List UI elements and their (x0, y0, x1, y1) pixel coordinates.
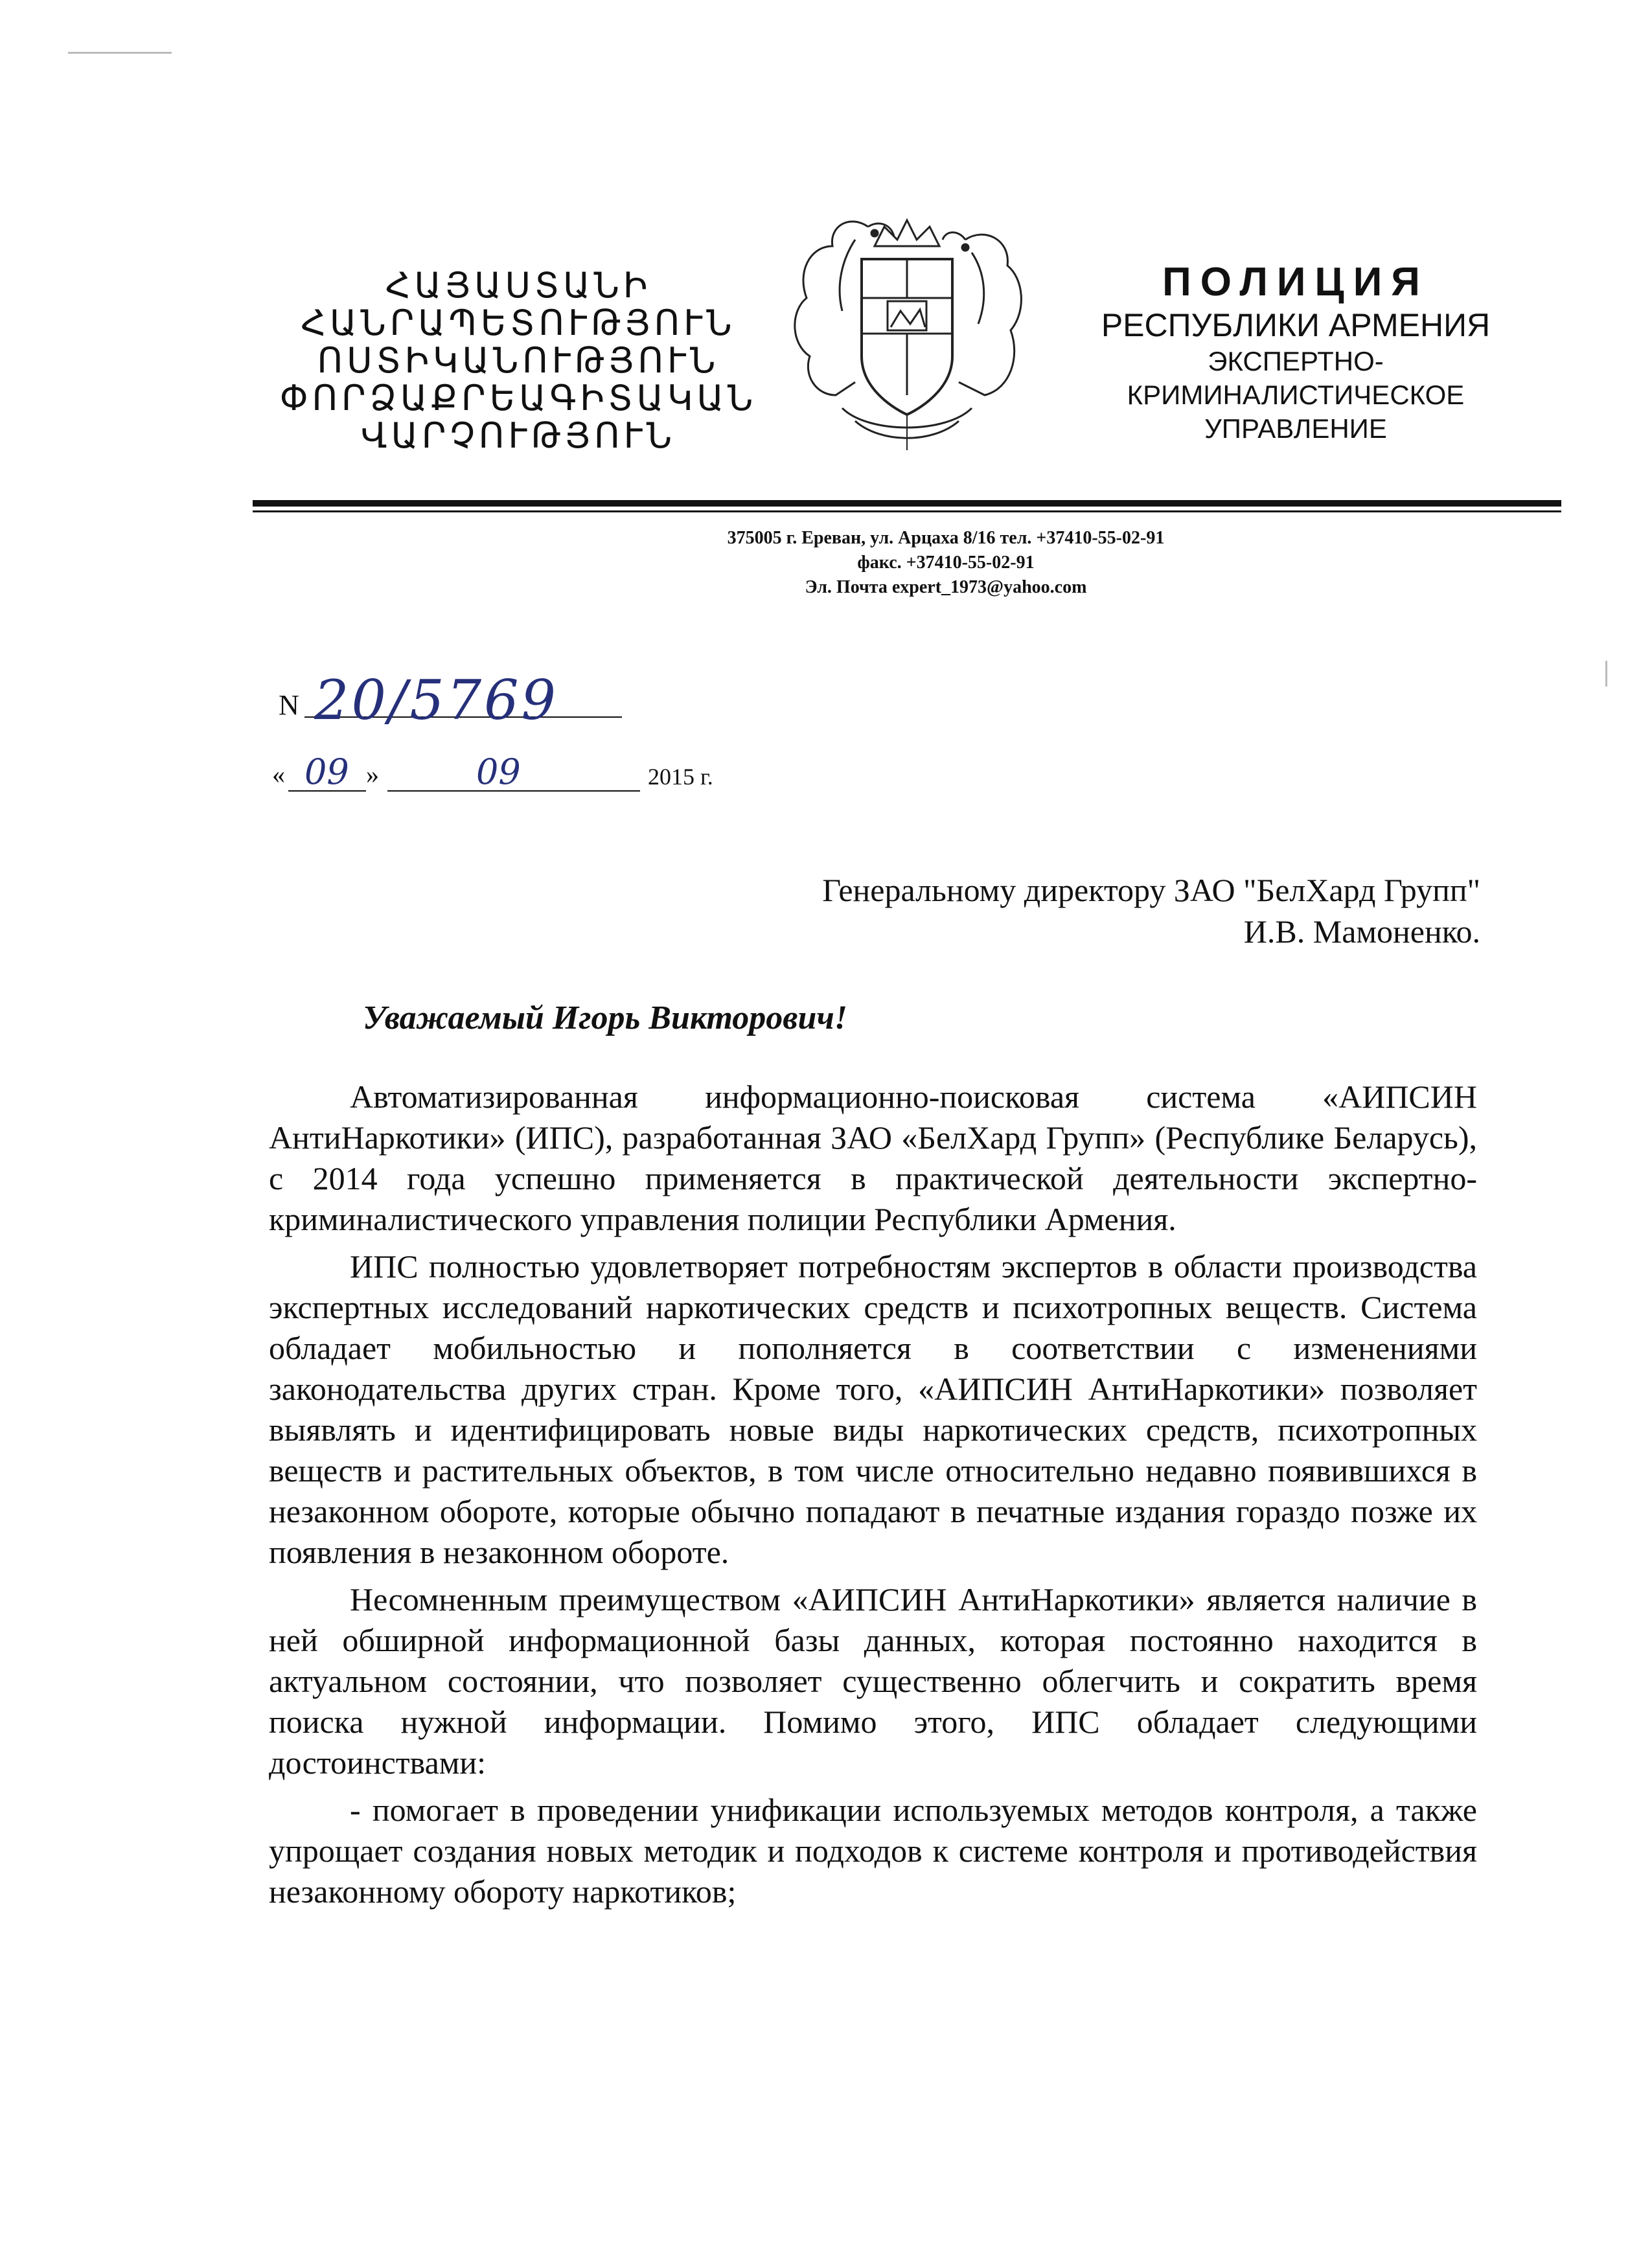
header-divider-thin (253, 510, 1561, 512)
paragraph: Несомненным преимуществом «АИПСИН АнтиНаркотики» является наличие в ней обширной информационной базы данных, которая постоянно находится в актуальном состоянии, что позволяет существенно облегчить и сократить время поиска нужной информации. Помимо этого, ИПС обладает следующими достоинствами: (269, 1581, 1477, 1781)
armenian-header (253, 267, 784, 455)
paragraph: Автоматизированная информационно-поисковая система «АИПСИН АнтиНаркотики» (ИПС), разработанная ЗАО «БелХард Групп» (Республике Беларусь), с 2014 года успешно применяется в практической деятельности экспертно-криминалистического управления полиции Республики Армения. (269, 1079, 1477, 1237)
armenian-line: ՎԱՐՉՈՒԹՅՈՒՆ (360, 415, 676, 456)
armenian-line: ՈՍՏԻԿԱՆՈՒԹՅՈՒՆ (317, 340, 720, 381)
salutation: Уважаемый Игорь Викторович! (363, 1000, 847, 1036)
addressee-name: И.В. Мамоненко. (1243, 913, 1480, 950)
armenian-line: ՀԱՅԱՍՏԱՆԻ (385, 265, 652, 306)
registration-number-handwritten: 20/5769 (314, 668, 558, 732)
letter-body (269, 1077, 1477, 1919)
scan-mark (68, 52, 172, 54)
police-title: ПОЛИЦИЯ (1162, 260, 1429, 304)
addressee-position: Генеральному директору ЗАО "БелХард Групп" (822, 872, 1480, 908)
russian-header (1062, 259, 1529, 446)
russian-line: РЕСПУБЛИКИ АРМЕНИЯ (1101, 307, 1491, 343)
armenian-line: ՀԱՆՐԱՊԵՏՈՒԹՅՈՒՆ (301, 303, 736, 343)
russian-line: УПРАВЛЕНИЕ (1204, 413, 1387, 444)
contact-fax: факс. +37410-55-02-91 (857, 553, 1035, 573)
russian-line: ЭКСПЕРТНО- (1208, 346, 1384, 376)
header-divider-thick (253, 500, 1561, 507)
date-day-handwritten: 09 (304, 751, 349, 792)
coat-of-arms-emblem (771, 201, 1043, 453)
date-month-handwritten: 09 (476, 751, 521, 792)
contact-address-phone: 375005 г. Ереван, ул. Арцаха 8/16 тел. +37410-55-02-91 (727, 528, 1165, 548)
date-open-quote: « (272, 760, 285, 789)
registration-number-label: N (279, 689, 299, 721)
armenian-line: ՓՈՐՁԱՔՐԵԱԳԻՏԱԿԱՆ (279, 378, 757, 418)
date-close-quote: » (366, 760, 379, 789)
contact-email: Эл. Почта expert_1973@yahoo.com (805, 577, 1087, 597)
date-year: 2015 г. (648, 764, 713, 790)
contact-block (648, 526, 1244, 600)
addressee-block (713, 869, 1480, 952)
scan-mark (1605, 661, 1607, 687)
paragraph-list-item: - помогает в проведении унификации используемых методов контроля, а также упрощает создания новых методик и подходов к системе контроля и противодействия незаконному обороту наркотиков; (269, 1792, 1477, 1910)
russian-line: КРИМИНАЛИСТИЧЕСКОЕ (1127, 380, 1465, 410)
paragraph: ИПС полностью удовлетворяет потребностям экспертов в области производства экспертных исследований наркотических средств и психотропных веществ. Система обладает мобильностью и пополняется в соответствии с изменениями законодательства других стран. Кроме того, «АИПСИН АнтиНаркотики» позволяет выявлять и идентифицировать новые виды наркотических средств, психотропных веществ и растительных объектов, в том числе относительно недавно появившихся в незаконном обороте, которые обычно попадают в печатные издания гораздо позже их появления в незаконном обороте. (269, 1248, 1477, 1570)
